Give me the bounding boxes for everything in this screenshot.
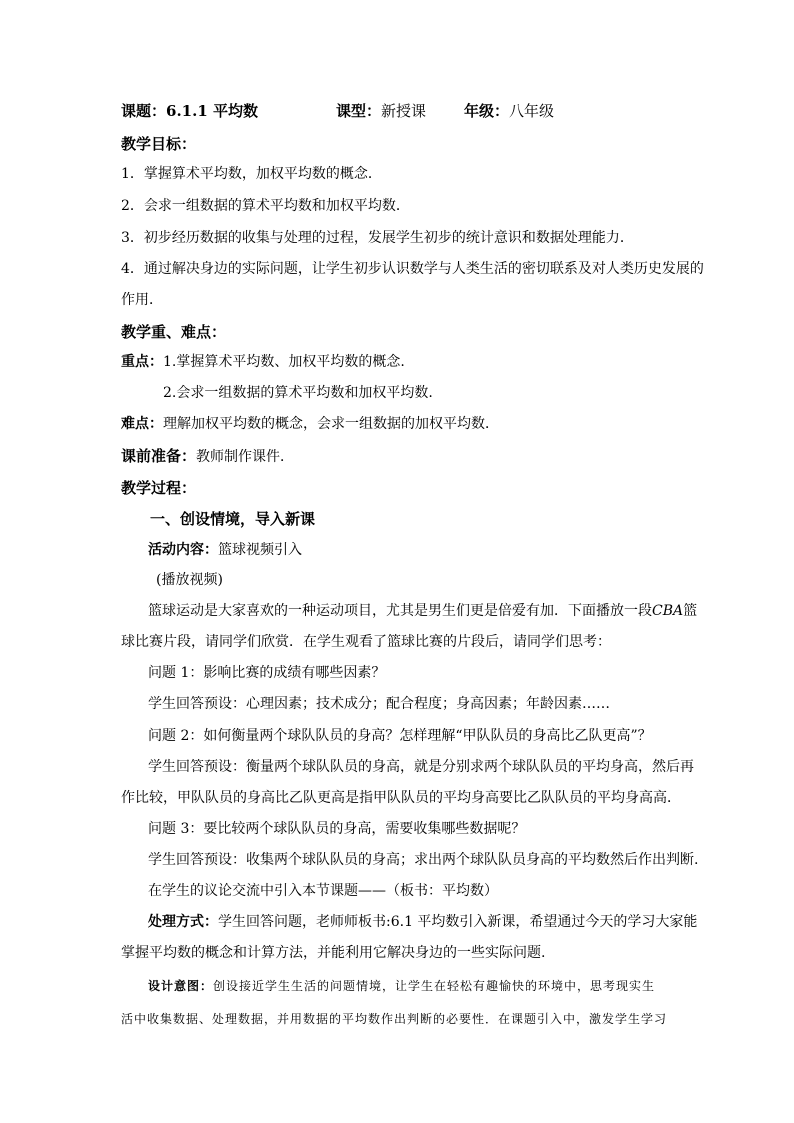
answer-1: 学生回答预设：心理因素；技术成分；配合程度；身高因素；年龄因素……	[148, 696, 610, 712]
design-line-2: 活中收集数据、处理数据，并用数据的平均数作出判断的必要性．在课题引入中，激发学生学习	[121, 1012, 668, 1026]
difficulty-label: 难点：	[121, 416, 163, 432]
activity-value: 篮球视频引入	[218, 542, 302, 558]
preparation-label: 课前准备：	[121, 447, 197, 465]
answer-2-line-2: 作比较，甲队队员的身高比乙队更高是指甲队队员的平均身高要比乙队队员的平均身高高．	[121, 790, 681, 806]
play-video-note: (播放视频)	[156, 572, 223, 588]
title-value: 6.1.1 平均数	[166, 102, 258, 120]
objective-item: 3．初步经历数据的收集与处理的过程，发展学生初步的统计意识和数据处理能力．	[121, 230, 634, 246]
answer-2-line-1: 学生回答预设：衡量两个球队队员的身高，就是分别求两个球队队员的平均身高，然后再	[148, 759, 694, 775]
intro-paragraph-line-2: 球比赛片段，请同学们欣赏．在学生观看了篮球比赛的片段后，请同学们思考：	[121, 634, 611, 650]
topic-intro: 在学生的议论交流中引入本节课题——（板书：平均数）	[148, 883, 498, 899]
grade-value: 八年级	[509, 102, 555, 120]
lesson-header	[121, 101, 555, 121]
preparation-line	[121, 446, 294, 467]
question-2: 问题 2：如何衡量两个球队队员的身高？怎样理解“甲队队员的身高比乙队更高”？	[148, 728, 652, 744]
objective-item: 4．通过解决身边的实际问题，让学生初步认识数学与人类生活的密切联系及对人类历史发展的	[121, 261, 704, 277]
objective-item: 1．掌握算术平均数，加权平均数的概念．	[121, 166, 382, 182]
objectives-heading: 教学目标：	[121, 135, 197, 153]
preparation-value: 教师制作课件．	[196, 449, 295, 465]
design-line-1	[148, 976, 655, 996]
focus-line-1	[121, 352, 405, 372]
focus-label: 重点：	[121, 354, 163, 370]
method-line-1	[148, 912, 697, 932]
difficulty-text: 理解加权平均数的概念，会求一组数据的加权平均数．	[163, 416, 499, 432]
intro-paragraph-line-1	[148, 601, 697, 621]
design-text: 创设接近学生生活的问题情境，让学生在轻松有趣愉快的环境中，思考现实生	[213, 979, 656, 993]
type-value: 新授课	[381, 102, 427, 120]
method-label: 处理方式：	[148, 914, 218, 930]
cba-text: CBA	[652, 603, 684, 619]
grade-label: 年级：	[464, 102, 510, 120]
focus-item-1: 1.掌握算术平均数、加权平均数的概念.	[163, 354, 405, 370]
type-label: 课型：	[336, 102, 382, 120]
process-heading: 教学过程：	[121, 479, 197, 497]
intro-text: 篮球运动是大家喜欢的一种运动项目，尤其是男生们更是倍爱有加．下面播放一段	[148, 603, 652, 619]
method-text: 学生回答问题，老师师板书:6.1 平均数引入新课，希望通过今天的学习大家能	[218, 914, 698, 930]
question-3: 问题 3：要比较两个球队队员的身高，需要收集哪些数据呢？	[148, 821, 526, 837]
activity-label: 活动内容：	[148, 542, 218, 558]
difficulty-line	[121, 414, 499, 434]
title-label: 课题：	[121, 102, 167, 120]
question-1: 问题 1：影响比赛的成绩有哪些因素？	[148, 665, 386, 681]
key-points-heading: 教学重、难点：	[121, 323, 227, 341]
answer-3: 学生回答预设：收集两个球队队员的身高；求出两个球队队员身高的平均数然后作出判断.	[148, 852, 699, 868]
objective-item: 2．会求一组数据的算术平均数和加权平均数．	[121, 198, 410, 214]
method-line-2: 掌握平均数的概念和计算方法，并能利用它解决身边的一些实际问题.	[121, 945, 546, 961]
intro-text-end: 篮	[683, 603, 698, 619]
design-label: 设计意图：	[148, 979, 214, 993]
activity-line	[148, 540, 302, 560]
section-1-title: 一、创设情境，导入新课	[150, 510, 316, 528]
objective-item: 作用．	[121, 292, 163, 308]
focus-item-2: 2.会求一组数据的算术平均数和加权平均数.	[163, 385, 433, 401]
